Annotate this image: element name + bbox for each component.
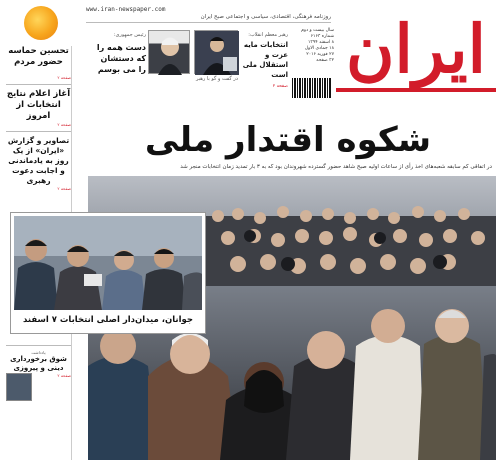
left-story[interactable] [6, 46, 71, 80]
left-story-headline: تحسین حماسه حضور مردم [8, 46, 69, 67]
teaser-photo [148, 30, 190, 74]
masthead-rule [336, 88, 496, 92]
left-story-headline: شوق برخورداری دینی و پیروزی [10, 355, 67, 372]
teaser-kicker: رهبر معظم انقلاب: [248, 32, 288, 38]
issue-line: ۸ اسفند ۱۳۹۴ [308, 40, 334, 45]
divider [6, 131, 71, 132]
author-photo [6, 373, 32, 401]
issue-line: ۱۸ جمادی الاول [304, 46, 334, 51]
site-url[interactable]: www.iran-newspaper.com [86, 6, 166, 13]
teaser-kicker: در گفت و گو با رهبر [195, 76, 238, 82]
issue-line: شماره ۶۱۶۳ [310, 34, 334, 39]
left-story[interactable] [6, 136, 71, 191]
lead-text: در اتفاقی کم سابقه شعبه‌های اخذ رأی از ساعات اولیه صبح شاهد حضور گسترده شهروندان بود که به ۳ بار تمدید زمان انتخابات منجر شد [180, 164, 492, 170]
inset-caption: جوانان، میدان‌دار اصلی انتخابات ۷ اسفند [22, 315, 193, 325]
teaser-title: انتخابات مایه عزت و استقلال ملی است [242, 41, 288, 79]
left-story-headline: آغاز اعلام نتایج انتخابات از امروز [6, 89, 71, 121]
inset-photo [14, 216, 202, 310]
sun-logo-icon [24, 6, 58, 40]
left-story-page: صفحه ۲ [57, 122, 71, 127]
left-story[interactable] [6, 89, 71, 127]
left-story-headline: تصاویر و گزارش «ایران» از یک روز به یادماندنی و اجابت دعوت رهبری [7, 136, 70, 185]
teaser-page: صفحه ۲ [272, 84, 288, 89]
teaser-title: دست همه را که دستشان را می بوسم [96, 43, 146, 74]
divider [6, 345, 71, 346]
inset-photo-box[interactable] [10, 212, 206, 334]
left-story-opinion[interactable] [6, 350, 71, 378]
teaser-kicker: رئیس جمهوری: [113, 32, 146, 38]
teaser-leader-quote[interactable] [242, 30, 290, 105]
left-story-page: صفحه ۲ [57, 75, 71, 80]
teaser-photo [194, 30, 238, 74]
left-story-kicker: یادداشت [31, 350, 46, 355]
teaser-leader-photo[interactable] [194, 30, 238, 105]
logo-text: ایران [346, 10, 486, 88]
left-story-page: صفحه ۲ [57, 186, 71, 191]
divider [6, 84, 71, 85]
issue-line: ۳۲ صفحه [316, 58, 334, 63]
barcode [292, 78, 332, 98]
main-headline[interactable]: شکوه اقتدار ملی [144, 120, 432, 160]
left-story-page: صفحه ۲ [57, 373, 71, 378]
newspaper-logo [336, 8, 496, 100]
young-voters-photo [14, 216, 202, 310]
issue-line: ۲۷ فوریه ۲۰۱۶ [306, 52, 334, 57]
teaser-president[interactable] [92, 30, 190, 105]
issue-line: سال بیست و دوم [301, 28, 334, 33]
edition-line: روزنامه فرهنگی، اقتصادی، سیاسی و اجتماعی صبح ایران [86, 14, 331, 23]
